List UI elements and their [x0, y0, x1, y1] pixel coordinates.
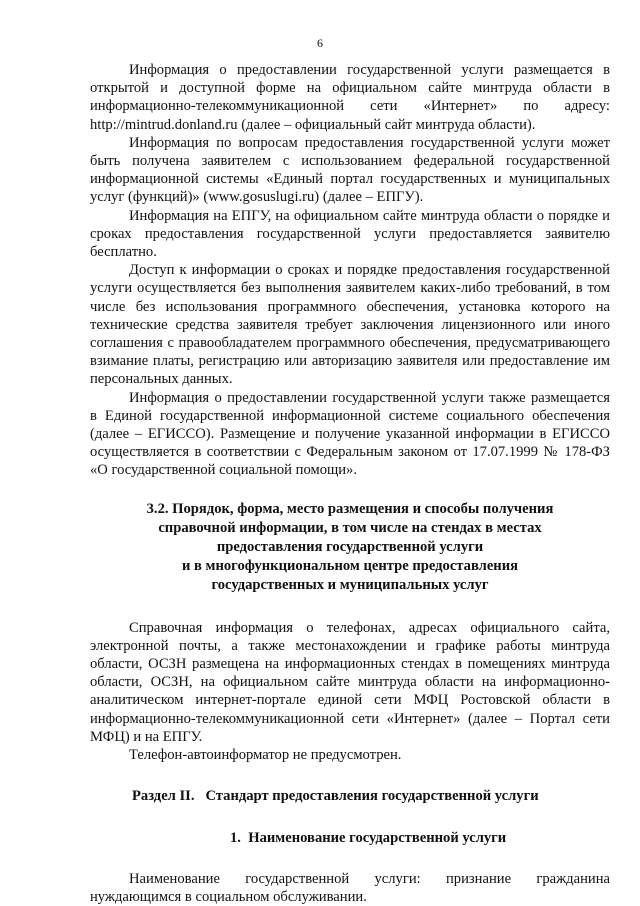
subsection-heading: 1. Наименование государственной услуги: [230, 829, 507, 846]
paragraph-info-placement: Информация о предоставлении государственной услуги размещается в открытой и доступной форме на официальном сайте минтруда области в информационно-телекоммуникационной сети «Интернет» по адресу: http://mintrud.donland.ru (далее – официальный сайт минтруда области).: [90, 62, 610, 133]
paragraph-info-egisso: Информация о предоставлении государственной услуги также размещается в Единой государственной информационной системе социального обеспечения (далее – ЕГИССО). Размещение и получение указанной информации в ЕГИССО осуществляется в соответствии с Федеральным законом от 17.07.1999 № 178-ФЗ «О государственной социальной помощи».: [90, 389, 610, 479]
section-heading: [90, 500, 610, 595]
paragraph-autoinformer: Телефон-автоинформатор не предусмотрен.: [129, 747, 402, 764]
paragraph-reference-info: Справочная информация о телефонах, адресах официального сайта, электронной почты, а также местонахождении и графике работы минтруда области, ОСЗН размещена на информационных стендах в помещениях минтруда области, ОСЗН, на официальном сайте минтруда области на информационно-аналитическом интернет-портале единой сети МФЦ Ростовской области в информационно-телекоммуникационной сети «Интернет» (далее – Портал сети МФЦ) и на ЕПГУ.: [90, 619, 610, 745]
page-number: 6: [317, 36, 323, 50]
paragraph-info-free: Информация на ЕПГУ, на официальном сайте минтруда области о порядке и сроках предоставления государственной услуги предоставляется заявителю бесплатно.: [90, 207, 610, 261]
section-heading-line: государственных и муниципальных услуг: [211, 576, 489, 593]
paragraph-info-access: Доступ к информации о сроках и порядке предоставления государственной услуги осуществляется без выполнения заявителем каких-либо требований, в том числе без использования программного обеспечения, установка которого на технические средства заявителя требует заключения лицензионного или иного соглашения с правообладателем программного обеспечения, предусматривающего взимание платы, регистрацию или авторизацию заявителя или предоставление им персональных данных.: [90, 262, 610, 388]
paragraph-info-epgu: Информация по вопросам предоставления государственной услуги может быть получена заявителем с использованием федеральной государственной информационной системы «Единый портал государственных и муниципальных услуг (функций)» (www.gosuslugi.ru) (далее – ЕПГУ).: [90, 134, 610, 206]
section-heading-line: справочной информации, в том числе на стендах в местах: [158, 519, 542, 536]
paragraph-service-name: Наименование государственной услуги: признание гражданина нуждающимся в социальном обслуживании.: [90, 870, 610, 905]
section-heading-line: предоставления государственной услуги: [216, 538, 484, 555]
part-heading: Раздел II. Стандарт предоставления государственной услуги: [132, 788, 539, 805]
section-heading-line: 3.2. Порядок, форма, место размещения и способы получения: [146, 500, 554, 517]
section-heading-line: и в многофункциональном центре предоставления: [181, 557, 519, 574]
document-body: [90, 61, 610, 906]
